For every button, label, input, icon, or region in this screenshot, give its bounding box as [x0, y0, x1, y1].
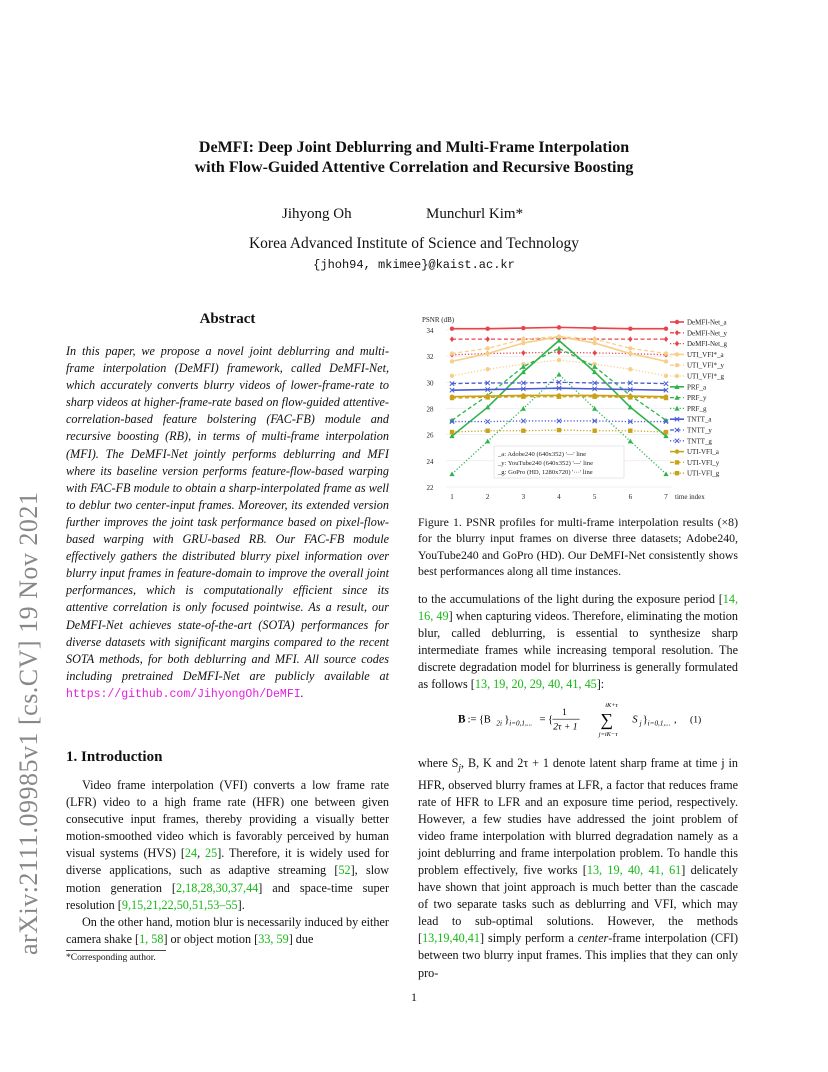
- right-column-text-2: [418, 755, 738, 982]
- data-point: [557, 358, 561, 362]
- data-point: [450, 430, 454, 434]
- data-point: [592, 326, 596, 330]
- text: center: [577, 931, 609, 946]
- legend-label: PRF_g: [687, 404, 707, 413]
- text: Video frame interpolation (VFI) converts a low frame rate (LFR) video to a high frame rate (HFR) one between given consecutive input frames, thereby providing a visually better motion-smoothed video which is favorably perceived by human visual systems (HVS) [: [66, 778, 389, 861]
- data-point: [521, 419, 525, 423]
- data-point: [485, 395, 489, 399]
- arxiv-id: arXiv:2111.09985v1 [cs.CV] 19 Nov 2021: [14, 491, 43, 955]
- x-tick-label: 7: [664, 493, 668, 501]
- text: where S: [418, 756, 459, 770]
- eq-sum-top: iK+τ: [605, 702, 618, 710]
- data-point: [628, 395, 632, 399]
- citation[interactable]: 33, 59: [258, 931, 289, 946]
- citation[interactable]: 9,15,21,22,50,51,53–55: [121, 897, 238, 912]
- y-tick-label: 22: [426, 484, 434, 492]
- dataset-legend-item: _a: Adobe240 (640x352) '—' line: [498, 451, 587, 458]
- legend-marker: [675, 330, 679, 336]
- abstract-heading: Abstract: [199, 311, 256, 327]
- citation[interactable]: 13, 19, 20, 29, 40, 41, 45: [474, 677, 597, 692]
- data-point: [557, 428, 561, 432]
- data-point: [556, 372, 561, 377]
- data-point: [485, 346, 489, 350]
- data-point: [592, 337, 596, 341]
- data-point: [664, 374, 668, 378]
- data-point: [485, 439, 490, 444]
- text: ] delicately have shown that joint approach is much better than the cascade of two separate tasks such as deblurring and VFI, which may lead to sub-optimal solutions. However, the methods [: [418, 863, 739, 946]
- data-point: [557, 325, 561, 329]
- eq-B: B: [458, 713, 466, 726]
- y-tick-label: 28: [426, 405, 434, 414]
- eq-comma: ,: [674, 714, 677, 726]
- x-axis-label: time index: [675, 493, 705, 501]
- data-point: [485, 429, 489, 433]
- figure-caption: Figure 1. PSNR profiles for multi-frame interpolation results (×8) for the blurry input frames on diverse three datasets; Adobe240, YouTube240 and GoPro (HD). Our DeMFI-Net consistently shows best performances along all time instances.: [418, 515, 738, 579]
- intro-body: [66, 777, 389, 948]
- eq-index2: i=0,1,...: [647, 719, 671, 728]
- dataset-legend-item: _y: YouTube240 (640x352) '---' line: [498, 460, 593, 467]
- title-line-1: DeMFI: Deep Joint Deblurring and Multi-Frame Interpolation: [198, 139, 630, 156]
- data-point: [521, 326, 525, 330]
- text: ] and space-time super resolution [: [66, 880, 390, 912]
- eq-num: 1: [562, 707, 567, 719]
- legend-marker: [675, 449, 679, 453]
- data-point: [628, 346, 632, 350]
- y-tick-label: 24: [426, 457, 434, 466]
- y-tick-label: 26: [426, 431, 434, 440]
- legend-marker: [675, 471, 679, 475]
- footnote-divider: [66, 950, 166, 951]
- text: ]. Therefore, it is widely used for diverse applications, such as adaptive streaming [: [66, 846, 389, 878]
- eq-den: 2τ + 1: [553, 721, 578, 733]
- abstract-body: [66, 343, 389, 703]
- eq-close: }: [642, 714, 648, 726]
- legend-label: UTI_VFI*_y: [687, 361, 724, 370]
- legend-label: UTI-VFI_a: [687, 448, 719, 457]
- title-line-2: with Flow-Guided Attentive Correlation and Recursive Boosting: [194, 159, 634, 176]
- x-tick-label: 5: [592, 493, 597, 501]
- eq-sum-bottom: j=iK−τ: [598, 731, 618, 738]
- author-2: Munchurl Kim*: [426, 206, 524, 222]
- legend-label: UTI_VFI*_g: [687, 372, 724, 381]
- legend-label: DeMFI-Net_a: [687, 318, 727, 327]
- x-tick-label: 2: [485, 493, 490, 501]
- data-point: [557, 419, 561, 423]
- legend-label: PRF_a: [687, 383, 707, 392]
- citation[interactable]: 24: [184, 846, 198, 861]
- data-point: [450, 374, 454, 378]
- eq-j: j: [639, 719, 642, 728]
- data-point: [450, 336, 454, 342]
- citation[interactable]: 25: [205, 846, 218, 861]
- eq-index: i=0,1,...: [509, 719, 533, 728]
- data-point: [592, 341, 596, 345]
- data-point: [485, 351, 489, 355]
- legend-marker: [675, 320, 679, 324]
- data-point: [592, 350, 596, 356]
- data-point: [521, 337, 525, 341]
- data-point: [628, 367, 632, 371]
- legend-marker: [675, 341, 679, 347]
- legend-label: UTI-VFI_y: [687, 458, 720, 467]
- footnote: *Corresponding author.: [66, 953, 156, 963]
- legend-marker: [675, 460, 679, 464]
- text: ] or object motion [: [163, 931, 259, 946]
- paper-title: [0, 138, 828, 178]
- x-tick-label: 1: [450, 493, 454, 501]
- right-paragraph-1: [418, 591, 738, 694]
- intro-paragraph-2: [66, 914, 389, 948]
- data-point: [592, 395, 596, 399]
- citation[interactable]: 13,19,40,41: [422, 931, 480, 946]
- data-point: [664, 430, 668, 434]
- abstract-text: In this paper, we propose a novel joint deblurring and multi-frame interpolation (DeMFI) framework, called DeMFI-Net, which accurately converts blurry videos of lower-frame-rate to sharp videos at higher-frame-rate based on flow-guided attentive-correlation-based feature bolstering (FAC-FB) module and recursive boosting (RB), in terms of multi-frame interpolation (MFI). The DeMFI-Net jointly performs deblurring and MFI where its baseline version performs feature-flow-based warping with FAC-FB module to obtain a sharp-interpolated frame as well to deblur two center-input frames. Moreover, its extended version further improves the joint task performance based on pixel-flow-based warping with GRU-based RB. Our FAC-FB module effectively gathers the distributed blurry pixel information over blurry input frames in feature-domain to improve the overall joint performances, which is computationally efficient since its attentive correlation is only focused pointwise. As a result, our DeMFI-Net achieves state-of-the-art (SOTA) performances for diverse datasets with significant margins compared to the recent SOTA methods, for both deblurring and MFI. All source codes including pretrained DeMFI-Net are publicly available at: [66, 344, 389, 683]
- text: to the accumulations of the light during the exposure period [: [418, 592, 723, 606]
- right-column-text: [418, 591, 738, 694]
- citation[interactable]: 2,18,28,30,37,44: [175, 880, 259, 895]
- legend-marker: [675, 439, 679, 443]
- y-tick-label: 34: [426, 327, 434, 335]
- text: ].: [237, 897, 245, 912]
- legend-label: DeMFI-Net_y: [687, 329, 728, 338]
- page-number: 1: [411, 990, 417, 1004]
- citation[interactable]: 1, 58: [139, 931, 164, 946]
- dataset-legend-item: _g: GoPro (HD, 1280x720) '···' line: [498, 469, 593, 476]
- eq-S: S: [632, 714, 638, 726]
- legend-label: TNTT_y: [687, 426, 712, 435]
- data-point: [450, 351, 454, 355]
- citation[interactable]: 52: [338, 863, 351, 878]
- data-point: [485, 367, 489, 371]
- legend-label: TNTT_g: [687, 437, 712, 446]
- eq-number: (1): [690, 714, 702, 726]
- data-point: [450, 326, 454, 330]
- text: On the other hand, motion blur is necessarily induced by either camera shake [: [66, 914, 389, 946]
- data-point: [628, 336, 632, 342]
- data-point: [521, 341, 525, 345]
- code-link[interactable]: https://github.com/JihyongOh/DeMFI: [66, 687, 301, 701]
- data-point: [450, 359, 454, 363]
- data-point: [521, 395, 525, 399]
- x-tick-label: 6: [628, 493, 633, 501]
- data-point: [664, 396, 668, 400]
- data-point: [628, 326, 632, 330]
- data-point: [449, 471, 454, 476]
- data-point: [663, 471, 668, 476]
- eq-sub: 2i: [496, 719, 502, 728]
- text: , B, K and 2τ + 1 denote latent sharp frame at time j in HFR, observed blurry frames at LFR, a factor that reduces frame rate of HFR to LFR and an exposure time period, respectively. However, a few studies have addressed the joint problem of video frame interpolation with blurred degradation namely as a joint deblurring and frame interpolation problem. To handle this problem effectively, five works [: [418, 756, 738, 877]
- data-point: [521, 350, 525, 356]
- abstract-end: .: [300, 685, 304, 700]
- data-point: [628, 351, 632, 355]
- sub-j: j: [458, 762, 461, 773]
- legend-label: UTI-VFI_g: [687, 469, 720, 478]
- data-point: [664, 336, 668, 342]
- email: {jhoh94, mkimee}@kaist.ac.kr: [313, 258, 515, 272]
- legend-label: TNTT_a: [687, 415, 712, 424]
- data-point: [556, 346, 561, 351]
- intro-paragraph-1: [66, 777, 389, 914]
- eq-brace: }: [504, 714, 510, 726]
- data-point: [664, 326, 668, 330]
- data-point: [664, 351, 668, 355]
- text: ] when capturing videos. Therefore, eliminating the motion blur, called deblurring, is essential to synthesize sharp intermediate frames while increasing temporal resolution. The discrete degradation model for blurriness is generally formulated as follows [: [418, 609, 738, 692]
- legend-label: PRF_y: [687, 394, 707, 403]
- text: ] simply perform a: [479, 931, 578, 946]
- psnr-chart: [418, 312, 748, 504]
- text: ,: [197, 846, 205, 861]
- eq-equals: = {: [539, 714, 554, 726]
- data-point: [664, 359, 668, 363]
- y-tick-label: 32: [426, 353, 434, 362]
- text: -frame interpolation (CFI) between two blurry input frames. This implies that they can only pro-: [418, 931, 739, 980]
- citation[interactable]: 14, 16, 49: [418, 592, 738, 624]
- intro-heading: 1. Introduction: [66, 749, 163, 765]
- data-point: [628, 429, 632, 433]
- legend-marker: [674, 406, 679, 411]
- affiliation: Korea Advanced Institute of Science and Technology: [248, 235, 580, 252]
- y-axis-label: PSNR (dB): [422, 316, 455, 324]
- x-tick-label: 4: [557, 493, 561, 501]
- citation[interactable]: 13, 19, 40, 41, 61: [586, 863, 682, 877]
- data-point: [521, 429, 525, 433]
- text: ], slow motion generation [: [66, 863, 389, 895]
- data-point: [450, 396, 454, 400]
- text: ]:: [596, 677, 605, 692]
- data-point: [485, 419, 489, 423]
- x-tick-label: 3: [521, 493, 526, 501]
- text: ] due: [288, 931, 314, 946]
- y-tick-label: 30: [426, 379, 434, 388]
- legend-label: DeMFI-Net_g: [687, 340, 728, 349]
- equation-1: [418, 700, 738, 740]
- legend-marker: [675, 374, 679, 378]
- legend-label: UTI_VFI*_a: [687, 350, 724, 359]
- data-point: [485, 326, 489, 330]
- eq-assign: := {B: [467, 714, 491, 726]
- author-1: Jihyong Oh: [282, 206, 352, 222]
- data-point: [592, 429, 596, 433]
- legend-marker: [675, 363, 679, 367]
- data-point: [485, 336, 489, 342]
- data-point: [557, 395, 561, 399]
- eq-sum: ∑: [600, 709, 613, 730]
- legend-marker: [675, 352, 679, 356]
